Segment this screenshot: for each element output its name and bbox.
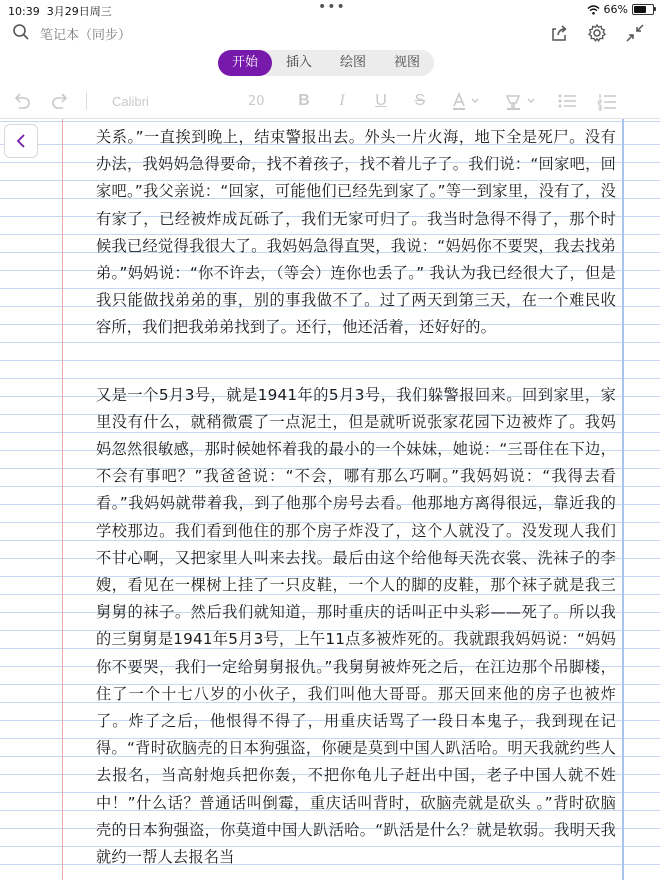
chevron-left-icon — [14, 133, 28, 149]
italic-icon[interactable]: I — [339, 92, 345, 109]
numbered-list-icon[interactable] — [596, 90, 618, 112]
tab-insert[interactable]: 插入 — [285, 55, 312, 70]
bold-icon[interactable]: B — [298, 92, 310, 109]
top-bar — [0, 18, 660, 48]
redo-icon[interactable] — [50, 90, 72, 112]
battery-icon — [632, 4, 654, 15]
notebook-title[interactable]: 笔记本（同步） — [40, 28, 132, 43]
share-icon[interactable] — [548, 22, 570, 44]
font-color-icon[interactable] — [450, 90, 486, 112]
tab-draw[interactable]: 绘图 — [339, 55, 366, 70]
collapse-icon[interactable] — [624, 22, 646, 44]
battery-percent: 66% — [603, 3, 628, 16]
ribbon-tabs — [218, 50, 434, 76]
page-edge — [622, 119, 624, 880]
multitasking-dots-icon[interactable]: ••• — [318, 0, 346, 15]
font-name-select[interactable]: Calibri — [112, 93, 149, 109]
note-paragraph: 关系。”一直挨到晚上，结束警报出去。外头一片火海，地下全是死尸。没有办法，我妈妈急得要命，找不着孩子，找不着儿子了。我们说：“回家吧，回家吧。”我父亲说：“回家，可能他们已经先到家了。”等一到家里，没有了，没有家了，已经被炸成瓦砾了，我们无家可归了。我当时急得不得了，那个时候我已经觉得我很大了。我妈妈急得直哭，我说：“妈妈你不要哭，我去找弟弟。”妈妈说：“你不许去，（等会）连你也丢了。” 我认为我已经很大了，但是我只能做找弟弟的事，别的事我做不了。过了两天到第三天，在一个难民收容所，我们把我弟弟找到了。还行，他还活着，还好好的。 — [96, 128, 616, 337]
tab-view[interactable]: 视图 — [393, 55, 420, 70]
wifi-icon — [587, 5, 600, 15]
page-margin-line — [62, 119, 63, 880]
paragraph-spacer — [96, 342, 616, 382]
status-right — [587, 3, 654, 16]
bullet-list-icon[interactable] — [556, 90, 578, 112]
font-size-select[interactable]: 20 — [248, 93, 265, 109]
settings-gear-icon[interactable] — [586, 22, 608, 44]
strikethrough-icon[interactable]: S — [414, 92, 426, 109]
note-body[interactable] — [96, 124, 616, 871]
underline-icon[interactable]: U — [375, 92, 387, 109]
toolbar-divider — [86, 92, 87, 110]
back-button[interactable] — [4, 124, 38, 158]
status-time: 10:39 3月29日周三 — [8, 5, 112, 18]
formatting-toolbar — [0, 84, 660, 119]
search-icon[interactable] — [12, 23, 30, 41]
top-actions — [548, 22, 646, 44]
highlighter-icon[interactable] — [504, 90, 542, 112]
status-bar — [0, 0, 660, 18]
tab-home[interactable]: 开始 — [218, 50, 272, 76]
undo-icon[interactable] — [10, 90, 32, 112]
note-paragraph: 又是一个5月3号，就是1941年的5月3号，我们躲警报回来。回到家里，家里没有什么，就稍微震了一点泥土，但是就听说张家花园下边被炸了。我妈妈忽然很敏感，那时候她怀着我的最小的一个妹妹，她说：“三哥住在下边，不会有事吧？”我爸爸说：“不会，哪有那么巧啊。”我妈妈说：“我得去看看。”我妈妈就带着我，到了他那个房号去看。他那地方离得很远，靠近我的学校那边。我们看到他住的那个房子炸没了，这个人就没了。没发现人我们不甘心啊，又把家里人叫来去找。最后由这个给他每天洗衣裳、洗袜子的李嫂，看见在一棵树上挂了一只皮鞋，一个人的脚的皮鞋，那个袜子就是我三舅舅的袜子。然后我们就知道，那时重庆的话叫正中头彩——死了。所以我的三舅舅是1941年5月3号，上午11点多被炸死的。我就跟我妈妈说：“妈妈你不要哭，我们一定给舅舅报仇。”我舅舅被炸死之后，在江边那个吊脚楼，住了一个十七八岁的小伙子，我们叫他大哥哥。那天回来他的房子也被炸了。炸了之后，他恨得不得了，用重庆话骂了一段日本鬼子，我到现在记得。“背时砍脑壳的日本狗强盗，你硬是莫到中国人趴活哈。明天我就约些人去报名，当高射炮兵把你轰，不把你龟儿子赶出中国，老子中国人就不姓中！”什么话？普通话叫倒霉，重庆话叫背时，砍脑壳就是砍头 。”背时砍脑壳的日本狗强盗，你莫道中国人趴活哈。“趴活是什么？就是软弱。我明天我就约一帮人去报名当 — [96, 385, 616, 867]
